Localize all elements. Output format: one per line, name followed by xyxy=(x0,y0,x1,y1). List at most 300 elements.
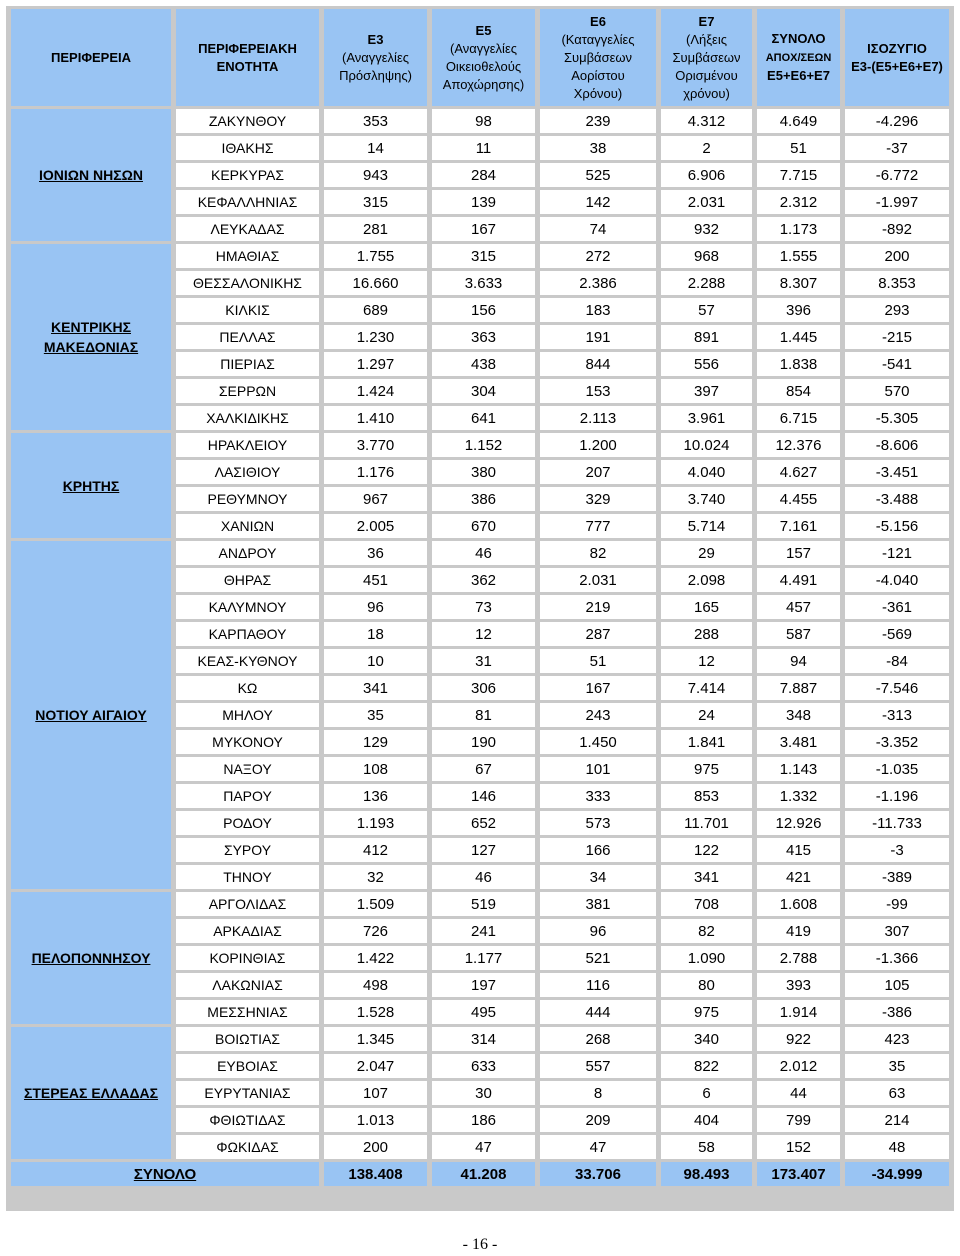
value-cell: 30 xyxy=(432,1081,535,1105)
value-cell: 1.177 xyxy=(432,946,535,970)
value-cell: 166 xyxy=(540,838,656,862)
value-cell: 74 xyxy=(540,217,656,241)
value-cell: 209 xyxy=(540,1108,656,1132)
value-cell: 968 xyxy=(661,244,752,268)
value-cell: 4.312 xyxy=(661,109,752,133)
unit-name-cell: ΝΑΞΟΥ xyxy=(176,757,319,781)
value-cell: 353 xyxy=(324,109,427,133)
value-cell: -361 xyxy=(845,595,949,619)
value-cell: 380 xyxy=(432,460,535,484)
value-cell: 521 xyxy=(540,946,656,970)
value-cell: -7.546 xyxy=(845,676,949,700)
header-row xyxy=(11,9,949,106)
value-cell: 82 xyxy=(540,541,656,565)
unit-name-cell: ΗΜΑΘΙΑΣ xyxy=(176,244,319,268)
value-cell: 12 xyxy=(432,622,535,646)
value-cell: 58 xyxy=(661,1135,752,1159)
value-cell: 641 xyxy=(432,406,535,430)
value-cell: 12.926 xyxy=(757,811,840,835)
value-cell: 404 xyxy=(661,1108,752,1132)
value-cell: 165 xyxy=(661,595,752,619)
value-cell: 519 xyxy=(432,892,535,916)
unit-name-cell: ΣΥΡΟΥ xyxy=(176,838,319,862)
value-cell: 156 xyxy=(432,298,535,322)
region-name-cell: ΙΟΝΙΩΝ ΝΗΣΩΝ xyxy=(11,109,171,241)
value-cell: 932 xyxy=(661,217,752,241)
value-cell: 1.013 xyxy=(324,1108,427,1132)
value-cell: 214 xyxy=(845,1108,949,1132)
value-cell: -892 xyxy=(845,217,949,241)
unit-name-cell: ΣΕΡΡΩΝ xyxy=(176,379,319,403)
table-body xyxy=(11,109,949,1186)
value-cell: -313 xyxy=(845,703,949,727)
value-cell: 7.715 xyxy=(757,163,840,187)
value-cell: -11.733 xyxy=(845,811,949,835)
value-cell: 1.450 xyxy=(540,730,656,754)
unit-name-cell: ΜΕΣΣΗΝΙΑΣ xyxy=(176,1000,319,1024)
value-cell: 48 xyxy=(845,1135,949,1159)
value-cell: 854 xyxy=(757,379,840,403)
unit-name-cell: ΧΑΝΙΩΝ xyxy=(176,514,319,538)
value-cell: 18 xyxy=(324,622,427,646)
region-name-cell: ΣΤΕΡΕΑΣ ΕΛΛΑΔΑΣ xyxy=(11,1027,171,1159)
value-cell: 498 xyxy=(324,973,427,997)
value-cell: 4.627 xyxy=(757,460,840,484)
value-cell: 96 xyxy=(540,919,656,943)
value-cell: 129 xyxy=(324,730,427,754)
value-cell: 35 xyxy=(845,1054,949,1078)
value-cell: 200 xyxy=(845,244,949,268)
value-cell: 142 xyxy=(540,190,656,214)
value-cell: 6.906 xyxy=(661,163,752,187)
value-cell: 341 xyxy=(324,676,427,700)
value-cell: 46 xyxy=(432,865,535,889)
value-cell: 451 xyxy=(324,568,427,592)
region-name-cell: ΚΡΗΤΗΣ xyxy=(11,433,171,538)
total-label: ΣΥΝΟΛΟ xyxy=(11,1162,319,1186)
value-cell: 314 xyxy=(432,1027,535,1051)
value-cell: -99 xyxy=(845,892,949,916)
value-cell: 3.481 xyxy=(757,730,840,754)
value-cell: -4.296 xyxy=(845,109,949,133)
value-cell: 153 xyxy=(540,379,656,403)
value-cell: 2.312 xyxy=(757,190,840,214)
value-cell: 1.509 xyxy=(324,892,427,916)
value-cell: -121 xyxy=(845,541,949,565)
value-cell: 29 xyxy=(661,541,752,565)
value-cell: 8 xyxy=(540,1081,656,1105)
value-cell: 12 xyxy=(661,649,752,673)
unit-name-cell: ΑΡΚΑΔΙΑΣ xyxy=(176,919,319,943)
value-cell: 315 xyxy=(324,190,427,214)
unit-name-cell: ΠΙΕΡΙΑΣ xyxy=(176,352,319,376)
value-cell: 108 xyxy=(324,757,427,781)
value-cell: 891 xyxy=(661,325,752,349)
value-cell: 423 xyxy=(845,1027,949,1051)
value-cell: -6.772 xyxy=(845,163,949,187)
value-cell: 51 xyxy=(540,649,656,673)
value-cell: 777 xyxy=(540,514,656,538)
value-cell: -5.156 xyxy=(845,514,949,538)
unit-name-cell: ΙΘΑΚΗΣ xyxy=(176,136,319,160)
value-cell: 272 xyxy=(540,244,656,268)
value-cell: 457 xyxy=(757,595,840,619)
value-cell: 6 xyxy=(661,1081,752,1105)
value-cell: -3 xyxy=(845,838,949,862)
value-cell: 726 xyxy=(324,919,427,943)
value-cell: 47 xyxy=(432,1135,535,1159)
value-cell: 315 xyxy=(432,244,535,268)
value-cell: 4.040 xyxy=(661,460,752,484)
value-cell: 94 xyxy=(757,649,840,673)
value-cell: 573 xyxy=(540,811,656,835)
value-cell: 415 xyxy=(757,838,840,862)
value-cell: 2.098 xyxy=(661,568,752,592)
value-cell: 186 xyxy=(432,1108,535,1132)
value-cell: 975 xyxy=(661,757,752,781)
value-cell: 1.200 xyxy=(540,433,656,457)
value-cell: -215 xyxy=(845,325,949,349)
value-cell: 975 xyxy=(661,1000,752,1024)
value-cell: 525 xyxy=(540,163,656,187)
unit-name-cell: ΛΕΥΚΑΔΑΣ xyxy=(176,217,319,241)
unit-name-cell: ΠΕΛΛΑΣ xyxy=(176,325,319,349)
value-cell: 393 xyxy=(757,973,840,997)
value-cell: 3.633 xyxy=(432,271,535,295)
value-cell: 1.608 xyxy=(757,892,840,916)
value-cell: -1.035 xyxy=(845,757,949,781)
value-cell: 853 xyxy=(661,784,752,808)
value-cell: 96 xyxy=(324,595,427,619)
value-cell: 1.410 xyxy=(324,406,427,430)
value-cell: 397 xyxy=(661,379,752,403)
total-value-cell: 41.208 xyxy=(432,1162,535,1186)
employment-flows-table xyxy=(6,6,954,1189)
value-cell: 38 xyxy=(540,136,656,160)
unit-name-cell: ΚΕΦΑΛΛΗΝΙΑΣ xyxy=(176,190,319,214)
value-cell: 191 xyxy=(540,325,656,349)
value-cell: 1.528 xyxy=(324,1000,427,1024)
value-cell: 3.770 xyxy=(324,433,427,457)
value-cell: 362 xyxy=(432,568,535,592)
value-cell: 1.555 xyxy=(757,244,840,268)
value-cell: 81 xyxy=(432,703,535,727)
region-name-cell: ΝΟΤΙΟΥ ΑΙΓΑΙΟΥ xyxy=(11,541,171,889)
value-cell: 31 xyxy=(432,649,535,673)
value-cell: 333 xyxy=(540,784,656,808)
value-cell: 495 xyxy=(432,1000,535,1024)
unit-name-cell: ΜΥΚΟΝΟΥ xyxy=(176,730,319,754)
unit-name-cell: ΚΕΑΣ-ΚΥΘΝΟΥ xyxy=(176,649,319,673)
value-cell: 2.012 xyxy=(757,1054,840,1078)
value-cell: -3.352 xyxy=(845,730,949,754)
value-cell: -3.451 xyxy=(845,460,949,484)
value-cell: 3.961 xyxy=(661,406,752,430)
value-cell: 2.113 xyxy=(540,406,656,430)
value-cell: 10.024 xyxy=(661,433,752,457)
value-cell: 421 xyxy=(757,865,840,889)
value-cell: 293 xyxy=(845,298,949,322)
value-cell: 438 xyxy=(432,352,535,376)
value-cell: 122 xyxy=(661,838,752,862)
value-cell: 288 xyxy=(661,622,752,646)
value-cell: 82 xyxy=(661,919,752,943)
value-cell: 243 xyxy=(540,703,656,727)
value-cell: 967 xyxy=(324,487,427,511)
value-cell: 57 xyxy=(661,298,752,322)
value-cell: 24 xyxy=(661,703,752,727)
unit-name-cell: ΦΩΚΙΔΑΣ xyxy=(176,1135,319,1159)
value-cell: 1.838 xyxy=(757,352,840,376)
value-cell: 44 xyxy=(757,1081,840,1105)
value-cell: 46 xyxy=(432,541,535,565)
value-cell: 146 xyxy=(432,784,535,808)
value-cell: 556 xyxy=(661,352,752,376)
unit-name-cell: ΦΘΙΩΤΙΔΑΣ xyxy=(176,1108,319,1132)
value-cell: 799 xyxy=(757,1108,840,1132)
value-cell: 2 xyxy=(661,136,752,160)
value-cell: 4.649 xyxy=(757,109,840,133)
unit-name-cell: ΑΡΓΟΛΙΔΑΣ xyxy=(176,892,319,916)
value-cell: 10 xyxy=(324,649,427,673)
value-cell: 8.307 xyxy=(757,271,840,295)
value-cell: 152 xyxy=(757,1135,840,1159)
value-cell: 412 xyxy=(324,838,427,862)
value-cell: 7.414 xyxy=(661,676,752,700)
value-cell: -1.196 xyxy=(845,784,949,808)
value-cell: 207 xyxy=(540,460,656,484)
value-cell: 381 xyxy=(540,892,656,916)
value-cell: 943 xyxy=(324,163,427,187)
value-cell: 1.193 xyxy=(324,811,427,835)
unit-name-cell: ΒΟΙΩΤΙΑΣ xyxy=(176,1027,319,1051)
page-number: - 16 - xyxy=(462,1236,498,1253)
value-cell: 689 xyxy=(324,298,427,322)
value-cell: -386 xyxy=(845,1000,949,1024)
value-cell: 11.701 xyxy=(661,811,752,835)
statistics-table-frame xyxy=(6,6,954,1211)
value-cell: 127 xyxy=(432,838,535,862)
unit-name-cell: ΘΗΡΑΣ xyxy=(176,568,319,592)
unit-name-cell: ΜΗΛΟΥ xyxy=(176,703,319,727)
value-cell: 340 xyxy=(661,1027,752,1051)
value-cell: 1.422 xyxy=(324,946,427,970)
value-cell: 3.740 xyxy=(661,487,752,511)
unit-name-cell: ΤΗΝΟΥ xyxy=(176,865,319,889)
value-cell: 2.788 xyxy=(757,946,840,970)
value-cell: 157 xyxy=(757,541,840,565)
value-cell: -4.040 xyxy=(845,568,949,592)
value-cell: 2.005 xyxy=(324,514,427,538)
unit-name-cell: ΚΕΡΚΥΡΑΣ xyxy=(176,163,319,187)
value-cell: 6.715 xyxy=(757,406,840,430)
value-cell: 708 xyxy=(661,892,752,916)
value-cell: 557 xyxy=(540,1054,656,1078)
unit-name-cell: ΕΥΡΥΤΑΝΙΑΣ xyxy=(176,1081,319,1105)
value-cell: 1.841 xyxy=(661,730,752,754)
value-cell: 4.491 xyxy=(757,568,840,592)
value-cell: -37 xyxy=(845,136,949,160)
value-cell: 73 xyxy=(432,595,535,619)
value-cell: 7.887 xyxy=(757,676,840,700)
unit-name-cell: ΡΕΘΥΜΝΟΥ xyxy=(176,487,319,511)
value-cell: 98 xyxy=(432,109,535,133)
header-total-separations: ΣΥΝΟΛΟ ΑΠΟΧ/ΣΕΩΝ Ε5+Ε6+Ε7 xyxy=(757,9,840,106)
value-cell: 12.376 xyxy=(757,433,840,457)
value-cell: 241 xyxy=(432,919,535,943)
value-cell: 1.445 xyxy=(757,325,840,349)
total-value-cell: 33.706 xyxy=(540,1162,656,1186)
header-region: ΠΕΡΙΦΕΡΕΙΑ xyxy=(11,9,171,106)
unit-name-cell: ΚΩ xyxy=(176,676,319,700)
value-cell: 167 xyxy=(540,676,656,700)
total-value-cell: 98.493 xyxy=(661,1162,752,1186)
value-cell: 197 xyxy=(432,973,535,997)
value-cell: 1.345 xyxy=(324,1027,427,1051)
value-cell: 116 xyxy=(540,973,656,997)
header-e6: Ε6 (Καταγγελίες Συμβάσεων Αορίστου Χρόνου) xyxy=(540,9,656,106)
value-cell: 633 xyxy=(432,1054,535,1078)
value-cell: 1.176 xyxy=(324,460,427,484)
value-cell: 200 xyxy=(324,1135,427,1159)
value-cell: 363 xyxy=(432,325,535,349)
unit-name-cell: ΧΑΛΚΙΔΙΚΗΣ xyxy=(176,406,319,430)
value-cell: 14 xyxy=(324,136,427,160)
value-cell: 287 xyxy=(540,622,656,646)
table-row xyxy=(11,244,949,268)
value-cell: 284 xyxy=(432,163,535,187)
value-cell: 63 xyxy=(845,1081,949,1105)
value-cell: -8.606 xyxy=(845,433,949,457)
value-cell: 36 xyxy=(324,541,427,565)
region-name-cell: ΚΕΝΤΡΙΚΗΣ ΜΑΚΕΔΟΝΙΑΣ xyxy=(11,244,171,430)
total-value-cell: -34.999 xyxy=(845,1162,949,1186)
value-cell: 329 xyxy=(540,487,656,511)
value-cell: 167 xyxy=(432,217,535,241)
value-cell: 219 xyxy=(540,595,656,619)
value-cell: 268 xyxy=(540,1027,656,1051)
unit-name-cell: ΚΑΛΥΜΝΟΥ xyxy=(176,595,319,619)
value-cell: 587 xyxy=(757,622,840,646)
value-cell: -84 xyxy=(845,649,949,673)
value-cell: -389 xyxy=(845,865,949,889)
unit-name-cell: ΕΥΒΟΙΑΣ xyxy=(176,1054,319,1078)
value-cell: 190 xyxy=(432,730,535,754)
value-cell: 1.755 xyxy=(324,244,427,268)
value-cell: -569 xyxy=(845,622,949,646)
value-cell: 570 xyxy=(845,379,949,403)
value-cell: 304 xyxy=(432,379,535,403)
table-row xyxy=(11,541,949,565)
unit-name-cell: ΡΟΔΟΥ xyxy=(176,811,319,835)
value-cell: 35 xyxy=(324,703,427,727)
unit-name-cell: ΗΡΑΚΛΕΙΟΥ xyxy=(176,433,319,457)
header-e7: Ε7 (Λήξεις Συμβάσεων Ορισμένου χρόνου) xyxy=(661,9,752,106)
value-cell: 107 xyxy=(324,1081,427,1105)
table-row xyxy=(11,109,949,133)
value-cell: 5.714 xyxy=(661,514,752,538)
unit-name-cell: ΚΙΛΚΙΣ xyxy=(176,298,319,322)
value-cell: 11 xyxy=(432,136,535,160)
unit-name-cell: ΛΑΣΙΘΙΟΥ xyxy=(176,460,319,484)
value-cell: 47 xyxy=(540,1135,656,1159)
value-cell: 1.090 xyxy=(661,946,752,970)
value-cell: 136 xyxy=(324,784,427,808)
value-cell: 444 xyxy=(540,1000,656,1024)
value-cell: 1.152 xyxy=(432,433,535,457)
value-cell: 32 xyxy=(324,865,427,889)
header-balance: ΙΣΟΖΥΓΙΟ Ε3-(Ε5+Ε6+Ε7) xyxy=(845,9,949,106)
value-cell: 419 xyxy=(757,919,840,943)
value-cell: 670 xyxy=(432,514,535,538)
value-cell: 2.031 xyxy=(540,568,656,592)
value-cell: 2.047 xyxy=(324,1054,427,1078)
unit-name-cell: ΑΝΔΡΟΥ xyxy=(176,541,319,565)
value-cell: 34 xyxy=(540,865,656,889)
value-cell: 16.660 xyxy=(324,271,427,295)
total-value-cell: 138.408 xyxy=(324,1162,427,1186)
unit-name-cell: ΚΟΡΙΝΘΙΑΣ xyxy=(176,946,319,970)
value-cell: 341 xyxy=(661,865,752,889)
header-unit: ΠΕΡΙΦΕΡΕΙΑΚΗ ΕΝΟΤΗΤΑ xyxy=(176,9,319,106)
value-cell: 1.914 xyxy=(757,1000,840,1024)
value-cell: -5.305 xyxy=(845,406,949,430)
value-cell: 652 xyxy=(432,811,535,835)
value-cell: -3.488 xyxy=(845,487,949,511)
total-value-cell: 173.407 xyxy=(757,1162,840,1186)
value-cell: 67 xyxy=(432,757,535,781)
value-cell: 51 xyxy=(757,136,840,160)
value-cell: 386 xyxy=(432,487,535,511)
unit-name-cell: ΛΑΚΩΝΙΑΣ xyxy=(176,973,319,997)
value-cell: 1.424 xyxy=(324,379,427,403)
value-cell: 2.288 xyxy=(661,271,752,295)
value-cell: 306 xyxy=(432,676,535,700)
value-cell: 307 xyxy=(845,919,949,943)
value-cell: 1.143 xyxy=(757,757,840,781)
value-cell: 1.230 xyxy=(324,325,427,349)
value-cell: 7.161 xyxy=(757,514,840,538)
value-cell: 2.386 xyxy=(540,271,656,295)
value-cell: 922 xyxy=(757,1027,840,1051)
value-cell: 239 xyxy=(540,109,656,133)
table-row xyxy=(11,433,949,457)
value-cell: 101 xyxy=(540,757,656,781)
value-cell: 2.031 xyxy=(661,190,752,214)
value-cell: 8.353 xyxy=(845,271,949,295)
value-cell: 1.332 xyxy=(757,784,840,808)
value-cell: -1.997 xyxy=(845,190,949,214)
region-name-cell: ΠΕΛΟΠΟΝΝΗΣΟΥ xyxy=(11,892,171,1024)
value-cell: 1.297 xyxy=(324,352,427,376)
value-cell: 183 xyxy=(540,298,656,322)
unit-name-cell: ΠΑΡΟΥ xyxy=(176,784,319,808)
header-e3: Ε3 (Αναγγελίες Πρόσληψης) xyxy=(324,9,427,106)
table-row xyxy=(11,892,949,916)
value-cell: 822 xyxy=(661,1054,752,1078)
value-cell: 4.455 xyxy=(757,487,840,511)
value-cell: 105 xyxy=(845,973,949,997)
total-row xyxy=(11,1162,949,1186)
table-row xyxy=(11,1027,949,1051)
value-cell: 281 xyxy=(324,217,427,241)
value-cell: 844 xyxy=(540,352,656,376)
header-e5: Ε5 (Αναγγελίες Οικειοθελούς Αποχώρησης) xyxy=(432,9,535,106)
unit-name-cell: ΘΕΣΣΑΛΟΝΙΚΗΣ xyxy=(176,271,319,295)
value-cell: -541 xyxy=(845,352,949,376)
value-cell: 80 xyxy=(661,973,752,997)
value-cell: 139 xyxy=(432,190,535,214)
